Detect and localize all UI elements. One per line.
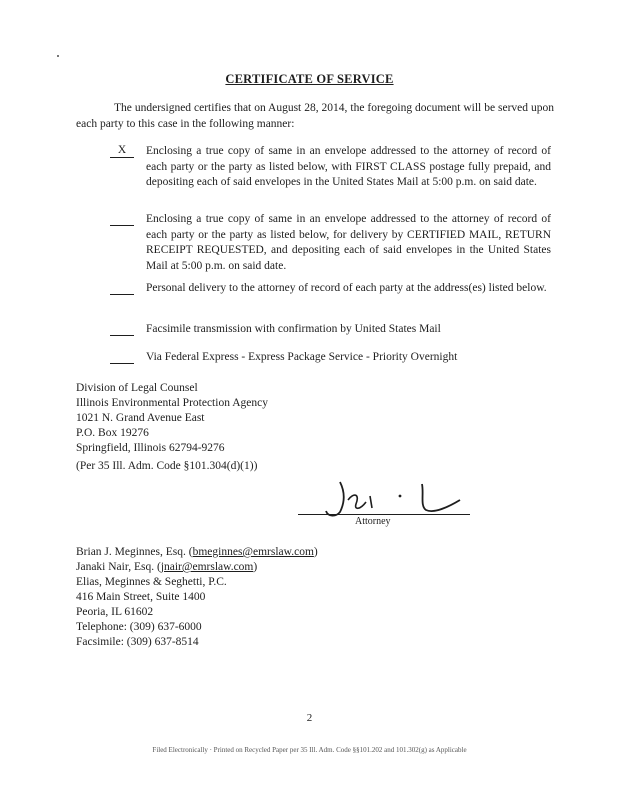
recipient-line: P.O. Box 19276: [76, 427, 149, 439]
recipient-address: [76, 381, 268, 456]
service-option-facsimile: [76, 322, 556, 338]
page-number: 2: [306, 712, 313, 724]
handwritten-signature: [300, 476, 470, 518]
service-option-first-class: [76, 144, 556, 208]
checkbox-line-first-class: X: [110, 144, 134, 158]
attorney-2-close: ): [253, 561, 258, 573]
page-footer: Filed Electronically · Printed on Recycled Paper per 35 Ill. Adm. Code §§101.202 and 101.302(g) as Applicable: [152, 746, 467, 754]
service-option-fedex: [76, 350, 556, 366]
checkbox-line-facsimile: [110, 322, 134, 336]
recipient-line: 1021 N. Grand Avenue East: [76, 412, 205, 424]
intro-paragraph: The undersigned certifies that on August 28, 2014, the foregoing document will be served upon each party to this case in the following manner:: [76, 102, 554, 130]
option-text-personal: Personal delivery to the attorney of record of each party at the address(es) listed below.: [146, 282, 547, 294]
recipient-line: Springfield, Illinois 62794-9276: [76, 442, 225, 454]
recipient-line: Division of Legal Counsel: [76, 382, 198, 394]
sender-city: Peoria, IL 61602: [76, 606, 154, 618]
option-text-fedex: Via Federal Express - Express Package Service - Priority Overnight: [146, 351, 458, 363]
sender-firm: Elias, Meginnes & Seghetti, P.C.: [76, 576, 227, 588]
service-option-certified: [76, 212, 556, 276]
option-text-facsimile: Facsimile transmission with confirmation by United States Mail: [146, 323, 441, 335]
sender-attorney-1: [76, 545, 318, 560]
attorney-1-close: ): [313, 546, 318, 558]
sender-facsimile: Facsimile: (309) 637-8514: [76, 636, 199, 648]
sender-block: [76, 545, 318, 650]
scan-speck: [57, 55, 59, 57]
recipient-line: Illinois Environmental Protection Agency: [76, 397, 268, 409]
sender-telephone: Telephone: (309) 637-6000: [76, 621, 202, 633]
service-option-personal: [76, 281, 556, 313]
signature-label: Attorney: [355, 516, 391, 527]
attorney-1-name: Brian J. Meginnes, Esq. (: [76, 546, 193, 558]
sender-attorney-2: [76, 560, 318, 575]
option-text-first-class: Enclosing a true copy of same in an envelope addressed to the attorney of record of each party or the party as listed below, with FIRST CLASS postage fully prepaid, and depositing each of said envelopes in the United States Mail at 5:00 p.m. on said date.: [146, 145, 551, 188]
email-link-bmeginnes[interactable]: bmeginnes@emrslaw.com: [192, 546, 314, 558]
signature-line: [298, 514, 470, 515]
option-text-certified: Enclosing a true copy of same in an envelope addressed to the attorney of record of each party or the party as listed below, for delivery by CERTIFIED MAIL, RETURN RECEIPT REQUESTED, and depositing each of said envelopes in the United States Mail at 5:00 p.m. on said date.: [146, 213, 551, 272]
document-title: CERTIFICATE OF SERVICE: [225, 72, 394, 86]
sender-street: 416 Main Street, Suite 1400: [76, 591, 206, 603]
attorney-2-name: Janaki Nair, Esq. (: [76, 561, 161, 573]
checkbox-line-certified: [110, 212, 134, 226]
checkbox-line-fedex: [110, 350, 134, 364]
email-link-jnair[interactable]: jnair@emrslaw.com: [160, 561, 254, 573]
code-reference: (Per 35 Ill. Adm. Code §101.304(d)(1)): [76, 460, 258, 472]
checkbox-line-personal: [110, 281, 134, 295]
